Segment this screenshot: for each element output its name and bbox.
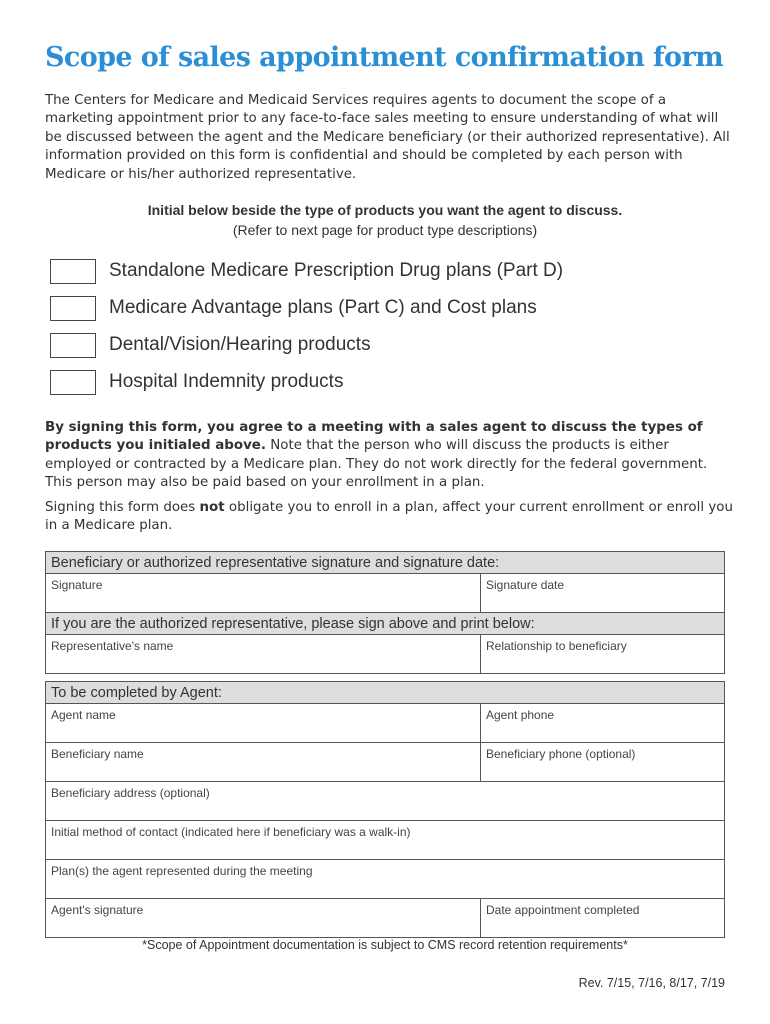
beneficiary-signature-table	[45, 551, 725, 674]
representative-section-header: If you are the authorized representative, please sign above and print below:	[46, 613, 724, 635]
revision-note: Rev. 7/15, 7/16, 8/17, 7/19	[578, 976, 725, 990]
agent-name-field[interactable]: Agent name	[46, 704, 481, 742]
table-row	[46, 860, 724, 899]
agent-phone-field[interactable]: Agent phone	[486, 708, 555, 722]
retention-footnote: *Scope of Appointment documentation is subject to CMS record retention requirements*	[142, 938, 628, 952]
initial-box-hospital[interactable]	[50, 370, 96, 395]
product-row-dental	[50, 331, 730, 368]
beneficiary-phone-field[interactable]: Beneficiary phone (optional)	[486, 747, 636, 761]
beneficiary-name-field[interactable]: Beneficiary name	[46, 743, 481, 781]
instruction-block	[45, 201, 725, 240]
table-row	[46, 704, 724, 743]
agent-signature-field[interactable]: Agent's signature	[46, 899, 481, 937]
signature-date-field[interactable]: Signature date	[486, 578, 565, 592]
table-row	[46, 782, 724, 821]
initial-box-part-c[interactable]	[50, 296, 96, 321]
initial-box-part-d[interactable]	[50, 259, 96, 284]
beneficiary-address-field[interactable]: Beneficiary address (optional)	[51, 786, 210, 800]
plans-represented-field[interactable]: Plan(s) the agent represented during the meeting	[51, 864, 313, 878]
agent-table	[45, 681, 725, 938]
date-completed-field[interactable]: Date appointment completed	[486, 903, 640, 917]
obligation-paragraph	[45, 499, 735, 536]
product-label-part-d: Standalone Medicare Prescription Drug plans (Part D)	[109, 260, 564, 281]
table-row	[46, 574, 724, 613]
product-label-hospital: Hospital Indemnity products	[109, 371, 344, 392]
obligation-after: obligate you to enroll in a plan, affect your current enrollment or enroll you in a Medicare plan.	[45, 500, 733, 534]
table-row	[46, 635, 724, 673]
initial-box-dental[interactable]	[50, 333, 96, 358]
intro-paragraph: The Centers for Medicare and Medicaid Services requires agents to document the scope of a marketing appointment prior to any face-to-face sales meeting to ensure understanding of what will be discussed between the agent and the Medicare beneficiary (or their authorized representative). All information provided on this form is confidential and should be completed by each person with Medicare or his/her authorized representative.	[45, 93, 730, 182]
obligation-emph: not	[199, 500, 225, 515]
representative-name-field[interactable]: Representative's name	[46, 635, 481, 673]
form-title: Scope of sales appointment confirmation form	[45, 42, 724, 73]
agreement-paragraph	[45, 419, 735, 493]
table-row	[46, 821, 724, 860]
product-checklist	[50, 257, 730, 405]
product-row-part-c	[50, 294, 730, 331]
obligation-before: Signing this form does	[45, 500, 200, 515]
agreement-bold: By signing this form, you agree to a meeting with a sales agent to discuss the types of products you initialed above.	[45, 420, 703, 454]
product-row-hospital	[50, 368, 730, 405]
agent-section-header: To be completed by Agent:	[46, 682, 724, 704]
instruction-sub: (Refer to next page for product type descriptions)	[232, 221, 538, 238]
table-row	[46, 743, 724, 782]
product-row-part-d	[50, 257, 730, 294]
product-label-part-c: Medicare Advantage plans (Part C) and Cost plans	[109, 297, 537, 318]
table-row	[46, 899, 724, 937]
contact-method-field[interactable]: Initial method of contact (indicated here if beneficiary was a walk-in)	[51, 825, 411, 839]
relationship-field[interactable]: Relationship to beneficiary	[486, 639, 627, 653]
product-label-dental: Dental/Vision/Hearing products	[109, 334, 371, 355]
instruction-main: Initial below beside the type of products you want the agent to discuss.	[147, 202, 623, 218]
agreement-rest: Note that the person who will discuss the products is either employed or contracted by a Medicare plan. They do not work directly for the federal government. This person may also be paid based on your enrollment in a plan.	[45, 438, 708, 491]
beneficiary-section-header: Beneficiary or authorized representative signature and signature date:	[46, 552, 724, 574]
signature-field[interactable]: Signature	[46, 574, 481, 612]
